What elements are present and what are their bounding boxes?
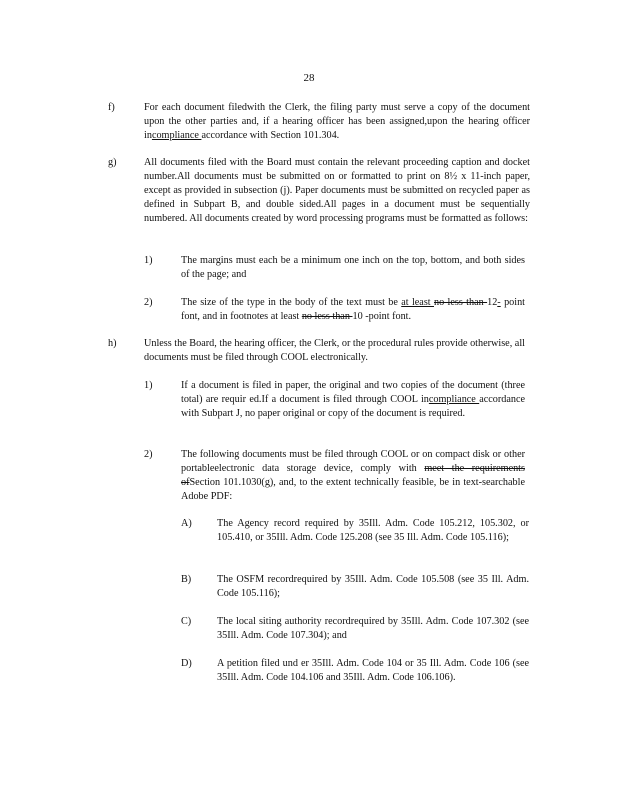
- h2-sub-a-label: A): [181, 518, 192, 529]
- g-item-1-text: The margins must each be a minimum one inch on the top, bottom, and both sides of the page; and: [181, 255, 525, 280]
- section-f-text: [144, 101, 530, 143]
- h2-deleted-1: meet the requirements of: [181, 463, 525, 488]
- h-item-1-label: 1): [144, 380, 153, 391]
- g2-text-1: The size of the type in the body of the text must be: [181, 297, 402, 308]
- f-inserted-1: compliance: [151, 130, 202, 141]
- g2-text-5: -point font.: [362, 311, 412, 322]
- g-item-1-label: 1): [144, 255, 153, 266]
- g2-deleted-1: no less than: [433, 297, 488, 308]
- h2-sub-c-text: The local siting authority recordrequired by 35Ill. Adm. Code 107.302 (see 35Ill. Adm. Code 107.304); and: [217, 616, 529, 641]
- h2-sub-c-label: C): [181, 616, 192, 627]
- g-item-2-label: 2): [144, 297, 153, 308]
- section-label-g: g): [108, 157, 117, 168]
- h2-sub-d-text: A petition filed und er 35Ill. Adm. Code 104 or 35 Ill. Adm. Code 106 (see 35Ill. Adm. Code 104.106 and 35Ill. Adm. Code 106.106).: [217, 658, 529, 683]
- h1-text-2: accordance with Subpart J, no paper original or copy of the document is required.: [181, 394, 525, 419]
- h-item-2-text: [181, 448, 525, 504]
- section-g-text: All documents filed with the Board must contain the relevant proceeding caption and docket number.All documents must be submitted on or formatted to print on 8½ x 11-inch paper, except as provided in subsection (j). Paper documents must be submitted on recycled paper as defined in Subpart B, and double sided.All pages in a document must be sequentially numbered. All documents created by word processing programs must be formatted as follows:: [144, 157, 530, 224]
- g2-inserted-1: at least: [401, 297, 434, 308]
- h-item-2-label: 2): [144, 449, 153, 460]
- h-item-1-text: [181, 379, 525, 421]
- g2-text-4: 10: [352, 311, 363, 322]
- h1-inserted-1: compliance: [428, 394, 480, 405]
- g2-deleted-2: no less than: [301, 311, 353, 322]
- g2-text-2: 12: [487, 297, 498, 308]
- page-number: 28: [303, 72, 315, 84]
- h2-text-1: The following documents must be filed through COOL or on compact disk or other portableelectronic data storage device, comply with: [181, 449, 525, 474]
- section-label-f: f): [108, 102, 115, 113]
- h2-text-2: Section 101.1030(g), and, to the extent technically feasible, be in text-searchable Adobe PDF:: [181, 477, 525, 502]
- section-h-text: Unless the Board, the hearing officer, the Clerk, or the procedural rules provide otherwise, all documents must be filed through COOL electronically.: [144, 338, 525, 363]
- h1-text-1: If a document is filed in paper, the original and two copies of the document (three total) are requir ed.If a document is filed through COOL in: [181, 380, 525, 405]
- g2-text-3: point font, and in footnotes at least: [181, 297, 526, 322]
- h2-sub-a-text: The Agency record required by 35Ill. Adm. Code 105.212, 105.302, or 105.410, or 35Ill. Adm. Code 125.208 (see 35 Ill. Adm. Code 105.116);: [217, 518, 529, 543]
- f-text-1: For each document filedwith the Clerk, the filing party must serve a copy of the document upon the other parties and, if a hearing officer has been assigned,upon the hearing officer in: [144, 102, 530, 141]
- g-item-2-text: [181, 296, 525, 324]
- h2-sub-d-label: D): [181, 658, 192, 669]
- h2-sub-b-text: The OSFM recordrequired by 35Ill. Adm. Code 105.508 (see 35 Ill. Adm. Code 105.116);: [217, 574, 529, 599]
- f-text-2: accordance with Section 101.304.: [201, 130, 340, 141]
- g2-inserted-2: -: [497, 297, 501, 308]
- section-label-h: h): [108, 338, 117, 349]
- h2-sub-b-label: B): [181, 574, 192, 585]
